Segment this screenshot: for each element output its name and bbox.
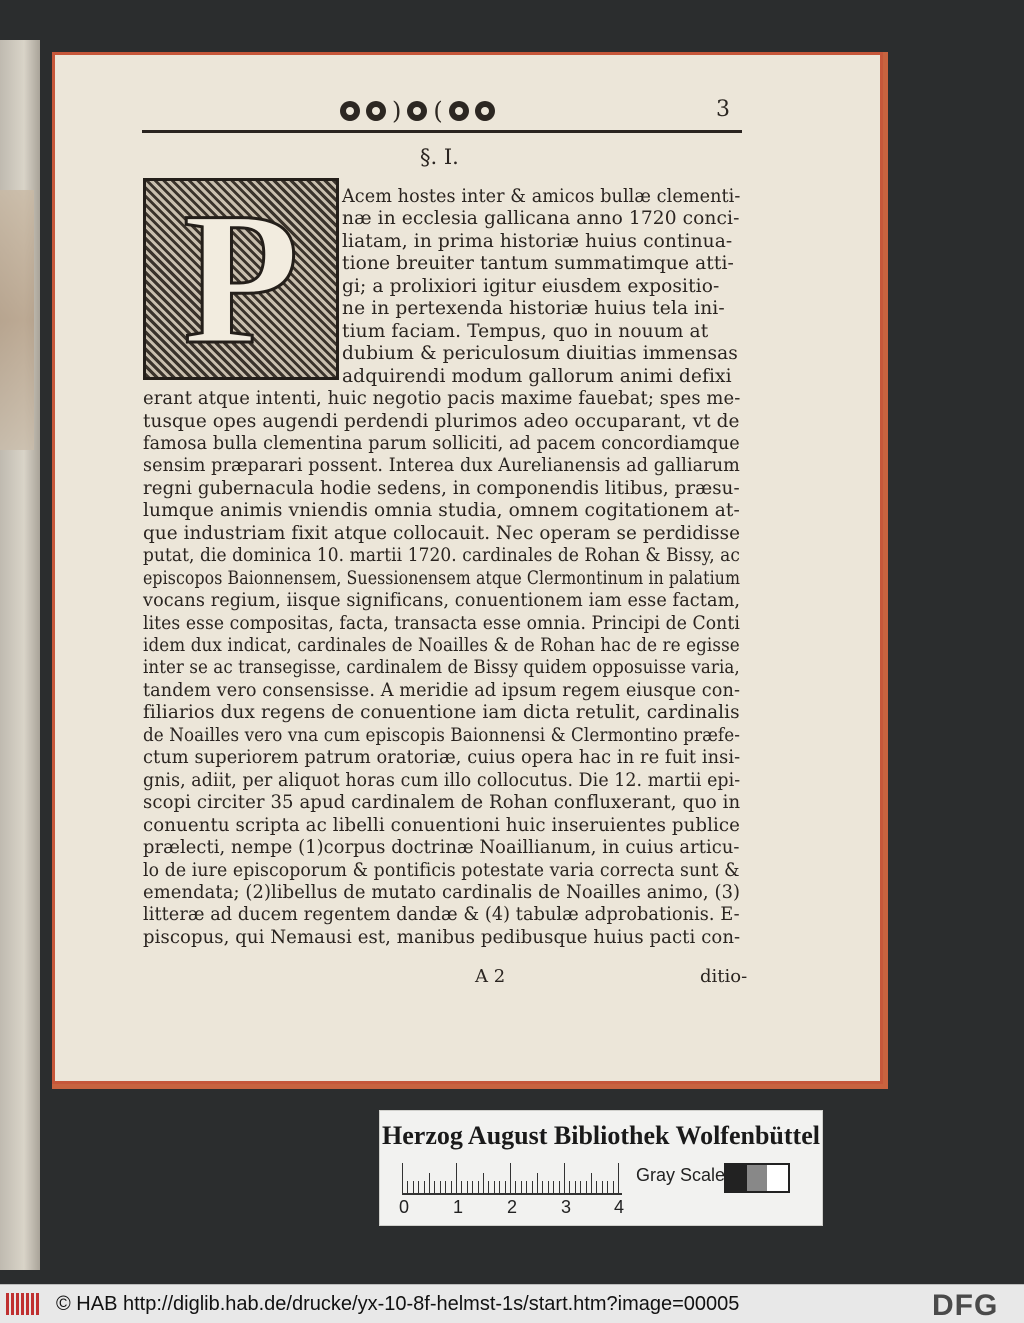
text-line: regni gubernacula hodie sedens, in componendis litibus, præsu- — [143, 477, 740, 499]
previous-page-edge — [0, 40, 40, 1270]
text-line: episcopos Baionnensem, Suessionensem atque Clermontinum in palatium — [143, 567, 741, 589]
gray-scale-label: Gray Scale — [636, 1165, 726, 1185]
section-heading: §. I. — [420, 145, 459, 169]
text-line: lo de iure episcoporum & pontificis potestate varia correcta sunt & — [143, 859, 740, 881]
ruler-number: 0 — [399, 1197, 410, 1217]
catchword: ditio- — [700, 966, 748, 987]
ruler-tick — [515, 1181, 516, 1193]
ruler-tick — [402, 1163, 403, 1193]
scale-ruler — [402, 1159, 622, 1195]
text-line: tandem vero consensisse. A meridie ad ipsum regem eiusque con- — [143, 679, 741, 701]
text-line: gnis, adiit, per aliquot horas cum illo collocutus. Die 12. martii epi- — [143, 769, 741, 791]
ruler-tick — [607, 1181, 608, 1193]
ruler-tick — [548, 1181, 549, 1193]
text-line: lites esse compositas, facta, transacta esse omnia. Principi de Conti — [143, 612, 740, 634]
ruler-tick — [434, 1181, 435, 1193]
text-line: tium faciam. Tempus, quo in nouum at — [342, 320, 709, 342]
ruler-tick — [569, 1181, 570, 1193]
ruler-number: 4 — [614, 1197, 625, 1217]
ruler-tick — [510, 1163, 511, 1193]
ruler-tick — [407, 1181, 408, 1193]
text-line: adquirendi modum gallorum animi defixi — [342, 365, 732, 387]
text-line: litteræ ad ducem regentem dandæ & (4) tabulæ adprobationis. E- — [143, 904, 740, 926]
dfg-logo: DFG — [932, 1289, 999, 1322]
ruler-tick — [472, 1181, 473, 1193]
text-line: emendata; (2)libellus de mutato cardinalis de Noailles animo, (3) — [143, 881, 741, 903]
footer-bar — [0, 1284, 1024, 1323]
gray-scale-swatch — [724, 1163, 790, 1193]
flower-ornament-icon — [449, 101, 469, 121]
ruler-tick — [580, 1181, 581, 1193]
ruler-number: 3 — [561, 1197, 572, 1217]
ruler-tick — [429, 1173, 430, 1193]
ruler-tick — [618, 1163, 619, 1193]
text-line: scopi circiter 35 apud cardinalem de Rohan confluxerant, quo in — [143, 792, 741, 814]
text-line: næ in ecclesia gallicana anno 1720 conci- — [342, 208, 740, 230]
ruler-tick — [488, 1181, 489, 1193]
library-label — [379, 1110, 823, 1226]
text-line: tione breuiter tantum summatimque atti- — [342, 253, 734, 275]
text-line: idem dux indicat, cardinales de Noailles & de Rohan hac de re egisse — [143, 635, 740, 656]
text-line: ne in pertexenda historiæ huius tela ini- — [342, 298, 725, 320]
ruler-tick — [526, 1181, 527, 1193]
ornament-paren-icon: ) — [392, 97, 402, 125]
flower-ornament-icon — [407, 101, 427, 121]
ruler-tick — [591, 1173, 592, 1193]
ruler-tick — [424, 1181, 425, 1193]
ruler-tick — [445, 1181, 446, 1193]
text-line: de Noailles vero vna cum episcopis Baionnensi & Clermontino præfe- — [143, 724, 740, 746]
text-line: tusque opes augendi perdendi plurimos adeo occuparant, vt de — [143, 410, 740, 432]
text-line: putat, die dominica 10. martii 1720. cardinales de Rohan & Bissy, ac — [143, 545, 740, 567]
library-title: Herzog August Bibliothek Wolfenbüttel — [382, 1121, 820, 1150]
ruler-tick — [596, 1181, 597, 1193]
ruler-tick — [413, 1181, 414, 1193]
ornament-paren-icon: ( — [433, 97, 443, 125]
ruler-tick — [537, 1173, 538, 1193]
header-ornament — [340, 96, 520, 126]
ruler-tick — [440, 1181, 441, 1193]
ruler-tick — [467, 1181, 468, 1193]
signature-mark: A 2 — [475, 966, 506, 987]
page-number: 3 — [716, 97, 730, 122]
text-line: filiarios dux regens de conuentione iam dicta retulit, cardinalis — [143, 702, 740, 724]
ruler-number: 1 — [453, 1197, 464, 1217]
ruler-tick — [532, 1181, 533, 1193]
text-line: sensim præparari possent. Interea dux Aurelianensis ad galliarum — [143, 455, 740, 477]
text-line: famosa bulla clementina parum solliciti, ad pacem concordiamque — [143, 432, 740, 454]
flower-ornament-icon — [366, 101, 386, 121]
ruler-tick — [418, 1181, 419, 1193]
footer-credit-link[interactable]: © HAB http://diglib.hab.de/drucke/yx-10-8f-helmst-1s/start.htm?image=00005 — [56, 1293, 740, 1315]
text-line: dubium & periculosum diuitias immensas — [342, 343, 738, 365]
ruler-tick — [586, 1181, 587, 1193]
ruler-tick — [575, 1181, 576, 1193]
ruler-tick — [613, 1181, 614, 1193]
ruler-number: 2 — [507, 1197, 518, 1217]
text-line: erant atque intenti, huic negotio pacis maxime fauebat; spes me- — [143, 388, 741, 410]
ruler-tick — [505, 1181, 506, 1193]
ruler-tick — [483, 1173, 484, 1193]
ruler-tick — [521, 1181, 522, 1193]
ruler-tick — [542, 1181, 543, 1193]
previous-page-image-fragment — [0, 190, 34, 450]
text-line: gi; a prolixiori igitur eiusdem expositio- — [342, 275, 720, 297]
ruler-tick — [478, 1181, 479, 1193]
flower-ornament-icon — [340, 101, 360, 121]
text-line: ctum superiorem patrum oratoriæ, cuius opera hac in re fuit insi- — [143, 747, 741, 769]
ruler-tick — [451, 1181, 452, 1193]
text-line: prælecti, nempe (1)corpus doctrinæ Noaillianum, in cuius articu- — [143, 837, 740, 859]
ruler-tick — [559, 1181, 560, 1193]
text-line: conuentu scripta ac libelli conuentioni huic inseruientes publice — [143, 814, 740, 836]
text-line: vocans regium, iisque significans, conuentionem iam esse factam, — [143, 590, 741, 612]
flower-ornament-icon — [475, 101, 495, 121]
text-line: piscopus, qui Nemausi est, manibus pedibusque huius pacti con- — [143, 926, 741, 948]
ruler-tick — [456, 1163, 457, 1193]
ruler-tick — [461, 1181, 462, 1193]
ruler-tick — [564, 1163, 565, 1193]
initial-letter: P — [182, 174, 300, 384]
text-line: inter se ac transegisse, cardinalem de Bissy quidem opposuisse varia, — [143, 657, 740, 679]
ruler-tick — [602, 1181, 603, 1193]
ruler-tick — [499, 1181, 500, 1193]
ruler-tick — [494, 1181, 495, 1193]
decorated-initial — [143, 174, 339, 384]
text-line: que industriam fixit atque collocauit. Nec operam se perdidisse — [143, 522, 741, 544]
text-line: Acem hostes inter & amicos bullæ clementi- — [342, 186, 741, 207]
header-rule — [142, 130, 742, 133]
text-line: liatam, in prima historiæ huius continua- — [342, 230, 733, 252]
ruler-tick — [553, 1181, 554, 1193]
hab-barcode-icon — [6, 1293, 46, 1315]
text-line: lumque animis vniendis omnia studia, omnem cogitationem at- — [143, 500, 740, 522]
